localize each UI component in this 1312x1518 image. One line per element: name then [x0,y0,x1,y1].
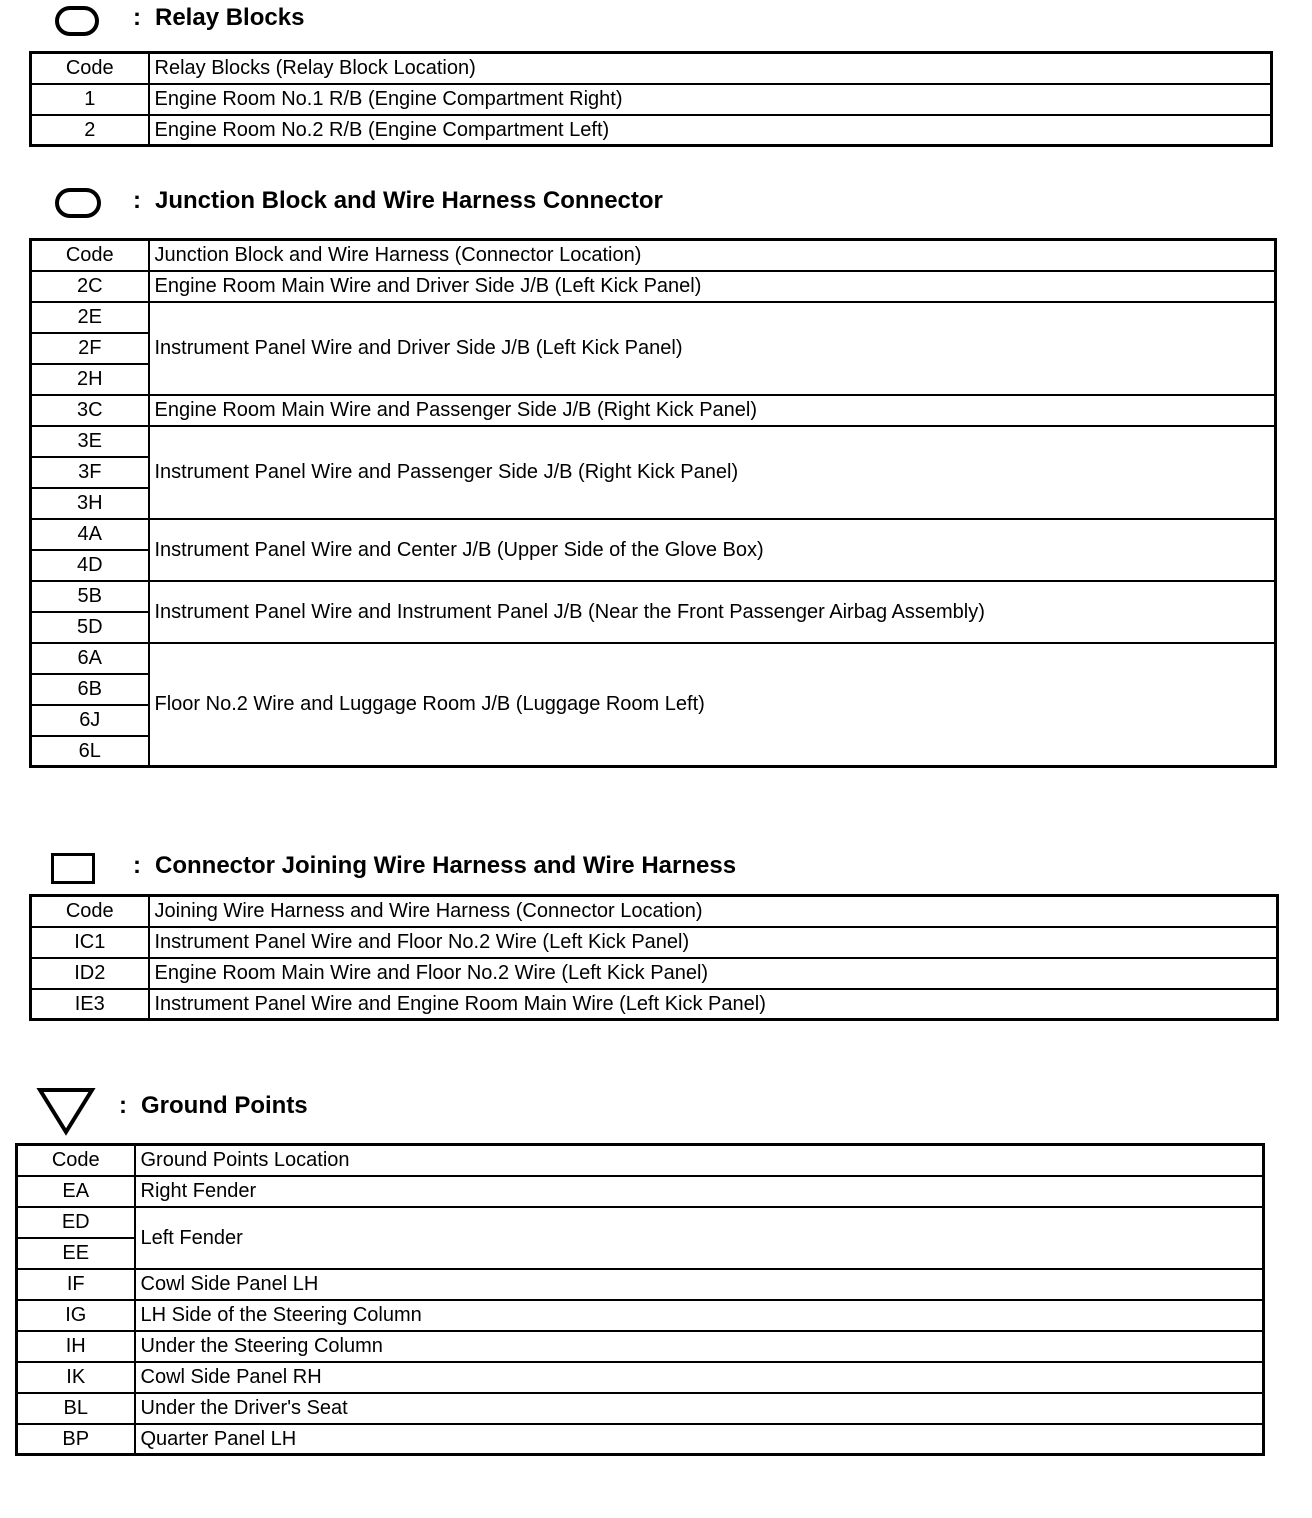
row-code: 2E [31,302,149,333]
row-code: EA [17,1176,135,1207]
row-code: 6L [31,736,149,767]
table-row [17,1424,1264,1455]
row-code: IC1 [31,927,149,958]
row-desc: Floor No.2 Wire and Luggage Room J/B (Luggage Room Left) [149,643,1276,767]
row-desc: Engine Room Main Wire and Passenger Side J/B (Right Kick Panel) [149,395,1276,426]
header-desc: Joining Wire Harness and Wire Harness (Connector Location) [149,896,1278,927]
row-code: 5D [31,612,149,643]
connectors-title: Connector Joining Wire Harness and Wire Harness [155,852,737,879]
row-code: 2C [31,271,149,302]
row-desc: Instrument Panel Wire and Instrument Panel J/B (Near the Front Passenger Airbag Assembly) [149,581,1276,643]
table-row [31,581,1276,612]
row-code: 3H [31,488,149,519]
row-code: 2 [31,115,149,146]
header-desc: Ground Points Location [135,1145,1264,1176]
relay-blocks-table [29,51,1273,147]
header-code: Code [17,1145,135,1176]
row-code: ED [17,1207,135,1238]
row-code: IF [17,1269,135,1300]
table-row [31,927,1278,958]
row-code: ID2 [31,958,149,989]
junction-blocks-heading: : Junction Block and Wire Harness Connector [133,187,663,214]
table-row [17,1331,1264,1362]
table-row [31,958,1278,989]
ground-points-table [15,1143,1265,1456]
row-desc: Under the Driver's Seat [135,1393,1264,1424]
row-desc: Under the Steering Column [135,1331,1264,1362]
table-row [31,426,1276,457]
header-desc: Junction Block and Wire Harness (Connector Location) [149,240,1276,271]
row-code: 3E [31,426,149,457]
row-code: 3C [31,395,149,426]
header-code: Code [31,53,149,84]
header-code: Code [31,240,149,271]
row-desc: Instrument Panel Wire and Floor No.2 Wire (Left Kick Panel) [149,927,1278,958]
row-desc: Right Fender [135,1176,1264,1207]
row-code: EE [17,1238,135,1269]
row-desc: Engine Room Main Wire and Driver Side J/B (Left Kick Panel) [149,271,1276,302]
row-code: 4D [31,550,149,581]
table-row [17,1176,1264,1207]
junction-block-symbol-icon [55,188,101,218]
row-code: 4A [31,519,149,550]
row-code: BP [17,1424,135,1455]
table-header-row [31,896,1278,927]
table-row [31,271,1276,302]
table-header-row [31,240,1276,271]
row-desc: Cowl Side Panel RH [135,1362,1264,1393]
table-header-row [17,1145,1264,1176]
row-desc: Instrument Panel Wire and Engine Room Main Wire (Left Kick Panel) [149,989,1278,1020]
table-row [17,1300,1264,1331]
ground-points-title: Ground Points [141,1092,308,1119]
row-code: 2F [31,333,149,364]
row-code: 6B [31,674,149,705]
row-code: IG [17,1300,135,1331]
row-desc: Instrument Panel Wire and Center J/B (Upper Side of the Glove Box) [149,519,1276,581]
header-desc: Relay Blocks (Relay Block Location) [149,53,1272,84]
row-desc: Engine Room No.2 R/B (Engine Compartment Left) [149,115,1272,146]
table-row [31,989,1278,1020]
table-row [31,84,1272,115]
connector-symbol-icon [51,853,95,884]
row-desc: Instrument Panel Wire and Driver Side J/B (Left Kick Panel) [149,302,1276,395]
table-row [31,302,1276,333]
row-code: IH [17,1331,135,1362]
row-code: 6A [31,643,149,674]
junction-blocks-table [29,238,1277,768]
table-row [31,395,1276,426]
table-row [17,1362,1264,1393]
table-row [31,519,1276,550]
table-row [17,1269,1264,1300]
row-desc: Engine Room Main Wire and Floor No.2 Wire (Left Kick Panel) [149,958,1278,989]
table-row [17,1393,1264,1424]
junction-blocks-title: Junction Block and Wire Harness Connector [155,187,663,214]
row-code: IE3 [31,989,149,1020]
row-desc: Cowl Side Panel LH [135,1269,1264,1300]
row-desc: LH Side of the Steering Column [135,1300,1264,1331]
table-row [31,643,1276,674]
row-desc: Instrument Panel Wire and Passenger Side J/B (Right Kick Panel) [149,426,1276,519]
ground-point-triangle-icon [36,1086,96,1136]
row-code: 2H [31,364,149,395]
relay-blocks-heading: : Relay Blocks [133,4,305,31]
relay-blocks-title: Relay Blocks [155,4,305,31]
table-header-row [31,53,1272,84]
row-code: 3F [31,457,149,488]
row-desc: Left Fender [135,1207,1264,1269]
row-code: BL [17,1393,135,1424]
table-row [17,1207,1264,1238]
row-code: 6J [31,705,149,736]
row-code: 5B [31,581,149,612]
row-code: 1 [31,84,149,115]
relay-block-symbol-icon [55,6,99,36]
row-desc: Quarter Panel LH [135,1424,1264,1455]
ground-points-heading: : Ground Points [119,1092,308,1119]
table-row [31,115,1272,146]
row-code: IK [17,1362,135,1393]
row-desc: Engine Room No.1 R/B (Engine Compartment Right) [149,84,1272,115]
connectors-table [29,894,1279,1021]
header-code: Code [31,896,149,927]
connectors-heading: : Connector Joining Wire Harness and Wire Harness [133,852,737,879]
